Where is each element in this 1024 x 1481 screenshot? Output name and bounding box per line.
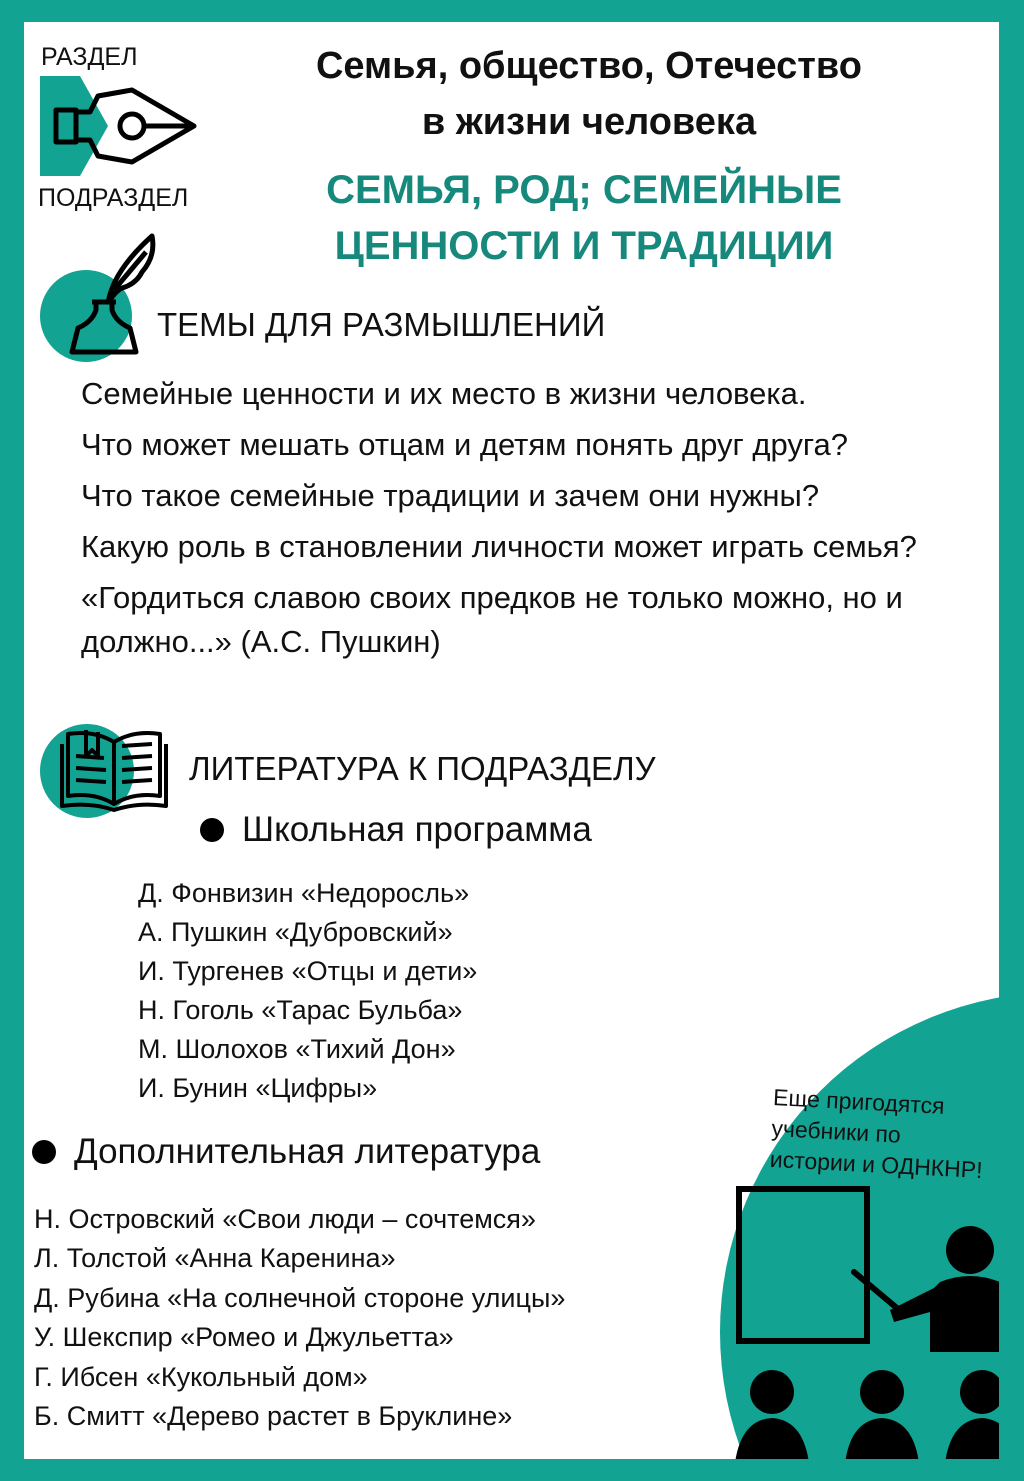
extra-literature-heading	[32, 1132, 540, 1172]
bullet-dot	[200, 818, 224, 842]
list-item: Какую роль в становлении личности может играть семья?	[81, 529, 917, 564]
extra-literature-label: Дополнительная литература	[74, 1132, 541, 1171]
list-item: А. Пушкин «Дубровский»	[138, 917, 453, 947]
school-program-label: Школьная программа	[242, 810, 592, 849]
bullet-dot	[32, 1140, 56, 1164]
list-item: «Гордиться славою своих предков не только можно, но и должно...» (А.С. Пушкин)	[81, 580, 903, 659]
section-label: РАЗДЕЛ	[41, 43, 138, 71]
page-subtitle	[274, 162, 894, 274]
list-item: Д. Фонвизин «Недоросль»	[138, 878, 470, 908]
title-line-1: Семья, общество, Отечество	[315, 45, 862, 87]
list-item: Что может мешать отцам и детям понять друг друга?	[81, 427, 848, 462]
poster-card	[24, 22, 999, 1459]
inkwell-feather-icon	[52, 232, 162, 362]
list-item: Д. Рубина «На солнечной стороне улицы»	[34, 1282, 566, 1313]
subsection-label: ПОДРАЗДЕЛ	[38, 184, 189, 212]
school-program-list	[138, 874, 477, 1108]
list-item: Г. Ибсен «Кукольный дом»	[34, 1361, 368, 1392]
list-item: Что такое семейные традиции и зачем они нужны?	[81, 478, 820, 513]
open-book-icon	[60, 726, 168, 812]
teacher-classroom-icon	[724, 1172, 999, 1459]
list-item: Н. Островский «Свои люди – сочтемся»	[34, 1204, 536, 1234]
list-item: М. Шолохов «Тихий Дон»	[138, 1034, 456, 1064]
list-item: Л. Толстой «Анна Каренина»	[34, 1243, 396, 1274]
list-item: Б. Смитт «Дерево растет в Бруклине»	[34, 1401, 513, 1432]
thoughts-section-title: ТЕМЫ ДЛЯ РАЗМЫШЛЕНИЙ	[157, 306, 606, 343]
subtitle-line-1: СЕМЬЯ, РОД; СЕМЕЙНЫЕ	[326, 168, 842, 212]
note-line-2: учебники по	[770, 1114, 902, 1148]
thoughts-list	[81, 372, 971, 671]
school-program-heading	[200, 810, 592, 850]
extra-literature-list	[34, 1200, 565, 1436]
list-item: Семейные ценности и их место в жизни человека.	[81, 376, 807, 411]
title-line-2: в жизни человека	[421, 101, 757, 143]
list-item: Н. Гоголь «Тарас Бульба»	[138, 995, 463, 1025]
subtitle-line-2: ЦЕННОСТИ И ТРАДИЦИИ	[334, 224, 834, 268]
page-title	[254, 38, 924, 150]
pen-nib-icon	[40, 76, 200, 176]
list-item: У. Шекспир «Ромео и Джульетта»	[34, 1322, 454, 1353]
list-item: И. Бунин «Цифры»	[138, 1073, 378, 1103]
note-line-1: Еще пригодятся	[772, 1083, 946, 1119]
literature-section-title: ЛИТЕРАТУРА К ПОДРАЗДЕЛУ	[189, 750, 656, 787]
list-item: И. Тургенев «Отцы и дети»	[138, 956, 478, 986]
note-line-3: истории и ОДНКНР!	[769, 1145, 984, 1184]
